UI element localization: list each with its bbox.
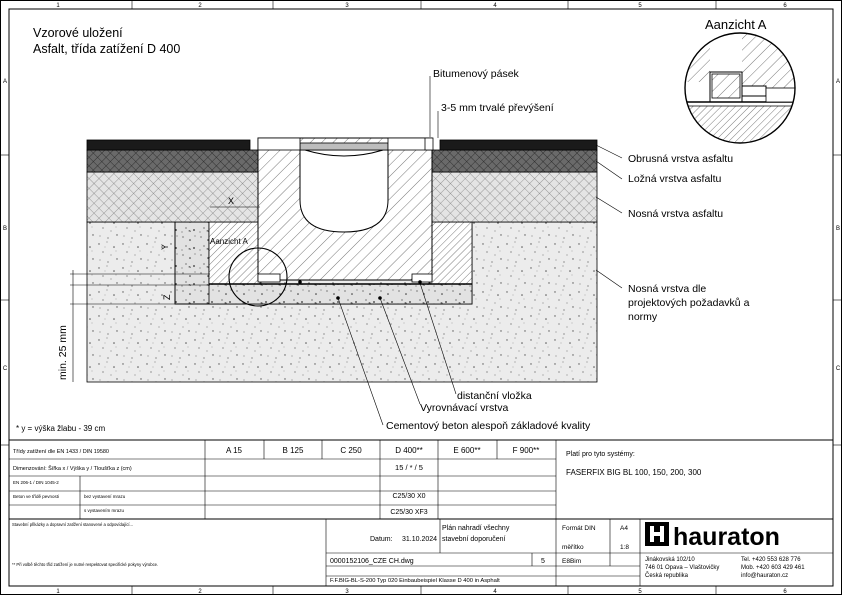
frame-num-top-1: 1 [56,3,60,9]
callout-wearing-course: Obrusná vrstva asfaltu [628,153,734,165]
company-address2: 746 01 Opava – Vlaštovičky [645,565,720,571]
binder-course-right [430,150,597,172]
binder-course-left [87,150,260,172]
row-concrete-sub1: bez vystavení mrazu [84,494,126,499]
class-f900: F 900** [512,446,540,455]
class-b125: B 125 [282,446,304,455]
frame-num-bottom-4: 4 [493,589,497,595]
drawing-title-line1: Vzorové uložení [33,26,123,40]
company-tel: Tel. +420 553 628 776 [741,557,801,563]
frame-num-bottom-3: 3 [345,589,349,595]
concrete-xf3: C25/30 XF3 [390,509,428,516]
date-value: 31.10.2024 [402,536,438,543]
callout-bitumen-tape: Bitumenový pásek [433,68,519,80]
cross-section [57,138,597,382]
systems-label: Platí pro tyto systémy: [566,451,635,458]
callout-spacer: distanční vložka [457,390,532,402]
detail-view [680,30,802,156]
revision: 5 [541,558,545,565]
dim-x-label: X [228,196,235,206]
bitumen-tape [425,138,433,150]
dim-min-label: min. 25 mm [57,325,69,380]
frame-letter-left-a: A [2,79,8,85]
concrete-x0: C25/30 X0 [392,493,426,500]
frame-letter-right-b: B [835,226,841,232]
frame-num-top-6: 6 [783,3,787,9]
callout-base-course: Nosná vrstva asfaltu [628,208,724,220]
company-mail: info@hauraton.cz [741,573,789,579]
drawing-number: 0000152106_CZE CH.dwg [330,558,414,565]
class-d400: D 400** [395,446,423,455]
class-c250: C 250 [340,446,362,455]
company-logo: hauraton [673,523,780,551]
leveling-right [430,222,472,284]
hauraton-logo-mark [645,522,669,546]
company-mob: Mob. +420 603 429 461 [741,565,805,571]
notes-main: Stavební přikázky a dopravní zatížení stanovené a odpovídající... [12,522,134,527]
plan-note-line2: stavební doporučení [442,536,506,543]
company-address3: Česká republika [645,573,689,579]
date-label: Datum: [370,536,393,543]
detail-marker-label: Aanzicht A [210,237,248,246]
dim-y-label: Y [160,243,170,250]
callout-subbase-l2: projektových požadavků a [628,297,750,309]
detail-title: Aanzicht A [705,17,767,32]
spacer-left [258,274,280,282]
channel-cavity [300,150,388,232]
callout-overlap: 3-5 mm trvalé převýšení [441,102,554,114]
notes-sub: ** Při volbě těchto tříd zatížení je nutné respektovat specifické pokyny výrobce. [12,562,159,567]
row-load-classes-label: Třídy zatížení dle EN 1433 / DIN 19580 [13,449,109,455]
standard-ref: EN 206-1 / DIN 1045-2 [13,480,59,485]
class-a15: A 15 [225,446,243,455]
frame-letter-left-b: B [2,226,8,232]
callout-leveling: Vyrovnávací vrstva [420,402,509,414]
frame-letter-right-c: C [835,366,841,372]
title-block-text [12,446,805,584]
row-concrete-label: Beton ve třídě pevnosti [13,494,60,499]
callout-concrete: Cementový beton alespoň základové kvality [386,420,591,432]
format-label: Formát DIN [562,525,596,532]
footnote: * y = výška žlabu - 39 cm [16,424,106,433]
frame-num-top-5: 5 [638,3,642,9]
concrete-base [209,284,472,304]
frame-num-bottom-1: 1 [56,589,60,595]
frame-num-top-2: 2 [198,3,202,9]
callout-binder-course: Ložná vrstva asfaltu [628,173,722,185]
grate-top [300,143,388,150]
frame-num-bottom-6: 6 [783,589,787,595]
base-course-right [430,172,597,222]
ebbin-code: E8Bim [562,558,582,565]
dims-value: 15 / * / 5 [395,463,423,472]
frame-num-bottom-2: 2 [198,589,202,595]
wearing-course-right [440,140,597,150]
scale-label: měřítko [562,544,584,551]
plan-note-line1: Plán nahradí všechny [442,525,510,532]
row-dims-label: Dimenzování: Šířka x / Výška y / Tloušťka z (cm) [13,466,132,472]
wearing-course-left [87,140,250,150]
leveling-left [209,222,260,284]
class-e600: E 600** [453,446,481,455]
frame-letter-right-a: A [835,79,841,85]
systems-value: FASERFIX BIG BL 100, 150, 200, 300 [566,468,702,477]
callout-subbase-l1: Nosná vrstva dle [628,283,707,295]
scale-value: 1:8 [620,544,630,551]
frame-num-top-4: 4 [493,3,497,9]
spacer-right [412,274,432,282]
frame-num-bottom-5: 5 [638,589,642,595]
drawing-title-line2: Asfalt, třída zatížení D 400 [33,42,181,56]
format-value: A4 [620,525,628,532]
company-address1: Jinákovská 102/10 [645,557,695,563]
base-course-left [87,172,260,222]
frame-num-top-3: 3 [345,3,349,9]
dim-z-label: Z [162,294,172,300]
file-name: F.F.BIG-BL-S-200 Typ 020 Einbaubeispiel Klasse D 400 in Asphalt [330,578,500,584]
row-concrete-sub2: s vystavením mrazu [84,508,125,513]
frame-letter-left-c: C [2,366,8,372]
channel-edge-left [258,138,300,150]
callout-subbase-l3: normy [628,311,658,323]
